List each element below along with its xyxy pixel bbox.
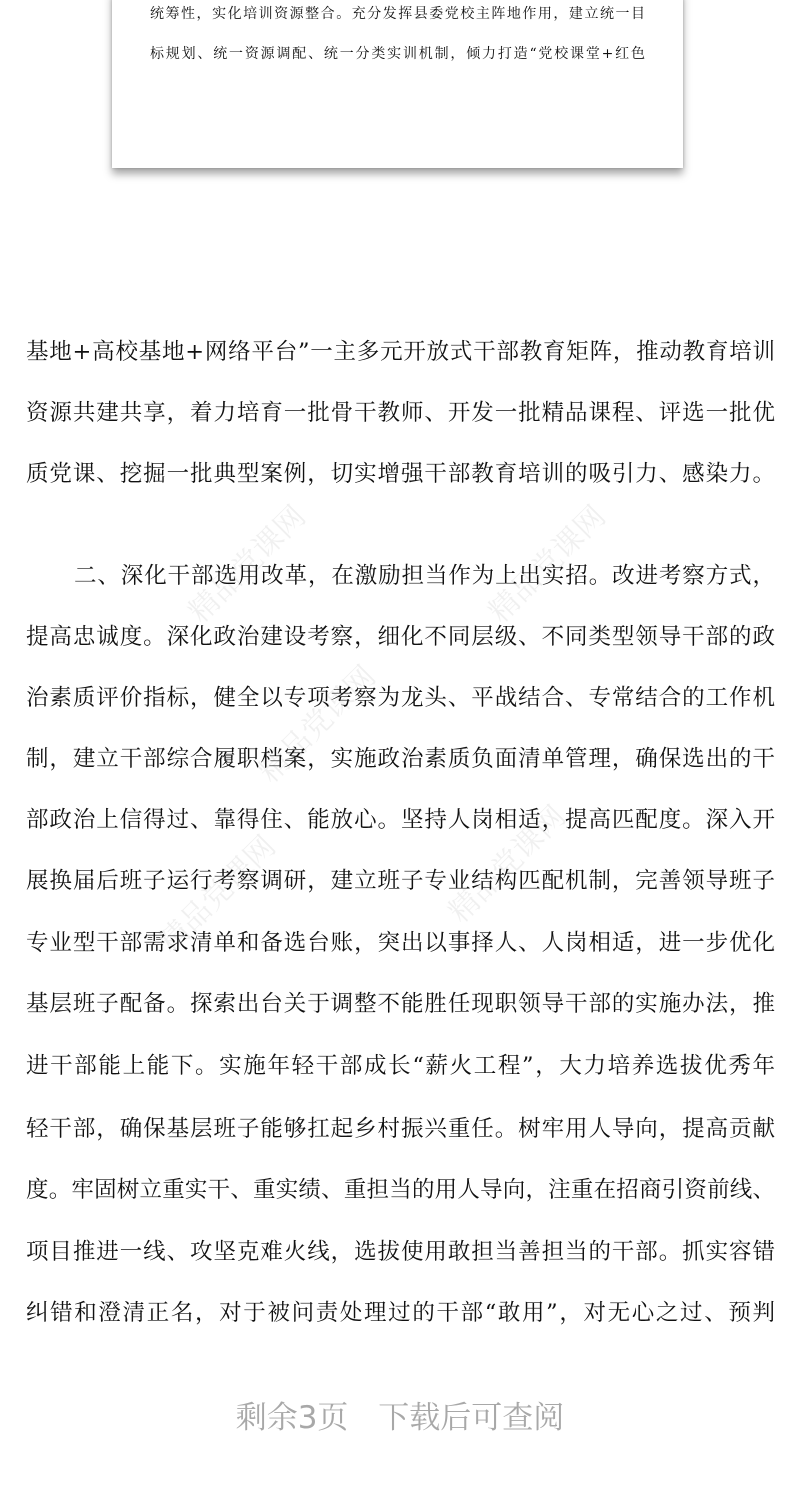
card-text-line: 统筹性，实化培训资源整合。充分发挥县委党校主阵地作用，建立统一目 — [150, 6, 645, 22]
body-text-line: 治素质评价指标，健全以专项考察为龙头、平战结合、专常结合的工作机 — [26, 685, 775, 711]
body-text-line: 部政治上信得过、靠得住、能放心。坚持人岗相适，提高匹配度。深入开 — [26, 807, 775, 833]
body-text-line: 基地+高校基地+网络平台”一主多元开放式干部教育矩阵，推动教育培训 — [26, 339, 775, 365]
remaining-pages: 剩余3页 — [235, 1400, 349, 1436]
body-text-line: 提高忠诚度。深化政治建设考察，细化不同层级、不同类型领导干部的政 — [26, 624, 775, 650]
body-text-line: 轻干部，确保基层班子能够扛起乡村振兴重任。树牢用人导向，提高贡献 — [26, 1116, 775, 1142]
body-text-line: 基层班子配备。探索出台关于调整不能胜任现职领导干部的实施办法，推 — [26, 991, 775, 1017]
body-text-line: 项目推进一线、攻坚克难火线，选拔使用敢担当善担当的干部。抓实容错 — [26, 1239, 775, 1265]
body-text-line: 二、深化干部选用改革，在激励担当作为上出实招。改进考察方式， — [74, 563, 775, 589]
body-text-line: 制，建立干部综合履职档案，实施政治素质负面清单管理，确保选出的干 — [26, 746, 775, 772]
body-text-line: 度。牢固树立重实干、重实绩、重担当的用人导向，注重在招商引资前线、 — [26, 1177, 775, 1203]
watermark: 精品党课网 — [152, 829, 283, 960]
body-text-line: 展换届后班子运行考察调研，建立班子专业结构匹配机制，完善领导班子 — [26, 868, 775, 894]
body-text-line: 专业型干部需求清单和备选台账，突出以事择人、人岗相适，进一步优化 — [26, 930, 775, 956]
card-text-line: 标规划、统一资源调配、统一分类实训机制，倾力打造“党校课堂+红色 — [150, 46, 645, 62]
download-hint: 下载后可查阅 — [378, 1400, 565, 1436]
body-text-line: 资源共建共享，着力培育一批骨干教师、开发一批精品课程、评选一批优 — [26, 400, 775, 426]
watermark: 精品党课网 — [482, 499, 613, 630]
body-text-line: 纠错和澄清正名，对于被问责处理过的干部“敢用”，对无心之过、预判 — [26, 1300, 775, 1326]
body-text-line: 进干部能上能下。实施年轻干部成长“薪火工程”，大力培养选拔优秀年 — [26, 1053, 775, 1079]
watermark: 精品党课网 — [252, 659, 383, 790]
preview-page-card — [112, 0, 683, 168]
watermark: 精品党课网 — [442, 799, 573, 930]
watermark: 精品党课网 — [182, 499, 313, 630]
body-text-line: 质党课、挖掘一批典型案例，切实增强干部教育培训的吸引力、感染力。 — [26, 461, 775, 487]
read-more-banner[interactable] — [0, 1392, 800, 1437]
